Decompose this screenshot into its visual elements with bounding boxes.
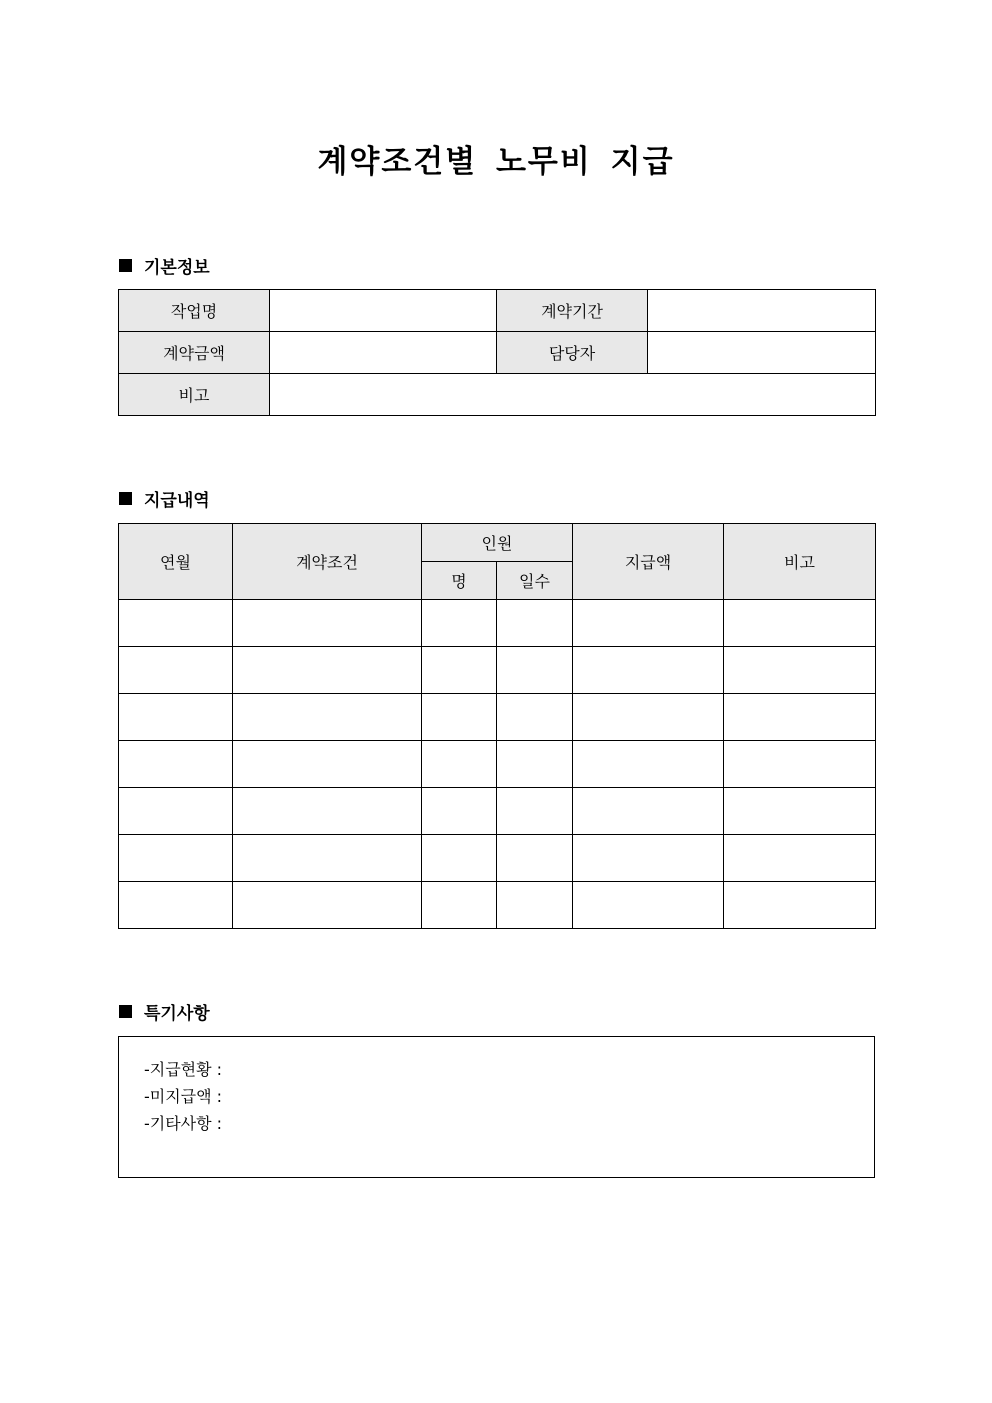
table-row: [119, 741, 876, 788]
cell-amount[interactable]: [573, 600, 724, 647]
field-contract-period[interactable]: [648, 290, 876, 332]
cell-persons[interactable]: [422, 882, 497, 929]
table-row: [119, 694, 876, 741]
header-remarks: 비고: [724, 524, 876, 600]
header-year-month: 연월: [119, 524, 233, 600]
cell-remarks[interactable]: [724, 600, 876, 647]
section-heading-payment: [119, 486, 210, 511]
cell-year-month[interactable]: [119, 835, 233, 882]
header-contract-terms: 계약조건: [233, 524, 422, 600]
cell-remarks[interactable]: [724, 647, 876, 694]
table-row: [119, 788, 876, 835]
cell-year-month[interactable]: [119, 694, 233, 741]
cell-year-month[interactable]: [119, 741, 233, 788]
header-days: 일수: [497, 562, 573, 600]
section-heading-label: 지급내역: [144, 491, 210, 511]
section-heading-label: 기본정보: [144, 258, 210, 278]
cell-amount[interactable]: [573, 647, 724, 694]
basic-info-table: [118, 289, 876, 416]
cell-year-month[interactable]: [119, 788, 233, 835]
cell-remarks[interactable]: [724, 882, 876, 929]
cell-contract-terms[interactable]: [233, 600, 422, 647]
label-remarks: 비고: [119, 374, 270, 416]
cell-year-month[interactable]: [119, 647, 233, 694]
section-heading-special-notes: [119, 999, 210, 1024]
cell-contract-terms[interactable]: [233, 788, 422, 835]
cell-days[interactable]: [497, 600, 573, 647]
table-row: [119, 882, 876, 929]
note-payment-status: -지급현황 :: [144, 1060, 223, 1079]
field-manager[interactable]: [648, 332, 876, 374]
cell-contract-terms[interactable]: [233, 835, 422, 882]
payment-table: [118, 523, 876, 929]
cell-remarks[interactable]: [724, 835, 876, 882]
square-bullet-icon: [119, 259, 132, 272]
cell-days[interactable]: [497, 741, 573, 788]
label-manager: 담당자: [497, 332, 648, 374]
cell-amount[interactable]: [573, 741, 724, 788]
cell-remarks[interactable]: [724, 788, 876, 835]
cell-days[interactable]: [497, 647, 573, 694]
cell-persons[interactable]: [422, 600, 497, 647]
cell-persons[interactable]: [422, 741, 497, 788]
cell-persons[interactable]: [422, 694, 497, 741]
table-row: [119, 835, 876, 882]
square-bullet-icon: [119, 1005, 132, 1018]
cell-days[interactable]: [497, 835, 573, 882]
cell-remarks[interactable]: [724, 741, 876, 788]
table-row: [119, 600, 876, 647]
cell-contract-terms[interactable]: [233, 882, 422, 929]
label-contract-amount: 계약금액: [119, 332, 270, 374]
cell-days[interactable]: [497, 882, 573, 929]
field-contract-amount[interactable]: [270, 332, 497, 374]
special-notes-box[interactable]: [118, 1036, 875, 1178]
field-work-name[interactable]: [270, 290, 497, 332]
section-heading-basic-info: [119, 253, 210, 278]
note-unpaid-amount: -미지급액 :: [144, 1087, 223, 1106]
cell-amount[interactable]: [573, 835, 724, 882]
cell-amount[interactable]: [573, 882, 724, 929]
note-other-matters: -기타사항 :: [144, 1114, 223, 1133]
cell-persons[interactable]: [422, 647, 497, 694]
field-remarks[interactable]: [270, 374, 876, 416]
square-bullet-icon: [119, 492, 132, 505]
cell-year-month[interactable]: [119, 882, 233, 929]
page-title: 계약조건별 노무비 지급: [317, 144, 675, 180]
cell-persons[interactable]: [422, 788, 497, 835]
cell-year-month[interactable]: [119, 600, 233, 647]
cell-days[interactable]: [497, 694, 573, 741]
cell-days[interactable]: [497, 788, 573, 835]
cell-persons[interactable]: [422, 835, 497, 882]
cell-amount[interactable]: [573, 694, 724, 741]
cell-remarks[interactable]: [724, 694, 876, 741]
cell-amount[interactable]: [573, 788, 724, 835]
section-heading-label: 특기사항: [144, 1004, 210, 1024]
table-row: [119, 647, 876, 694]
header-persons: 명: [422, 562, 497, 600]
label-work-name: 작업명: [119, 290, 270, 332]
header-amount: 지급액: [573, 524, 724, 600]
cell-contract-terms[interactable]: [233, 647, 422, 694]
label-contract-period: 계약기간: [497, 290, 648, 332]
cell-contract-terms[interactable]: [233, 694, 422, 741]
cell-contract-terms[interactable]: [233, 741, 422, 788]
header-personnel: 인원: [422, 524, 573, 562]
